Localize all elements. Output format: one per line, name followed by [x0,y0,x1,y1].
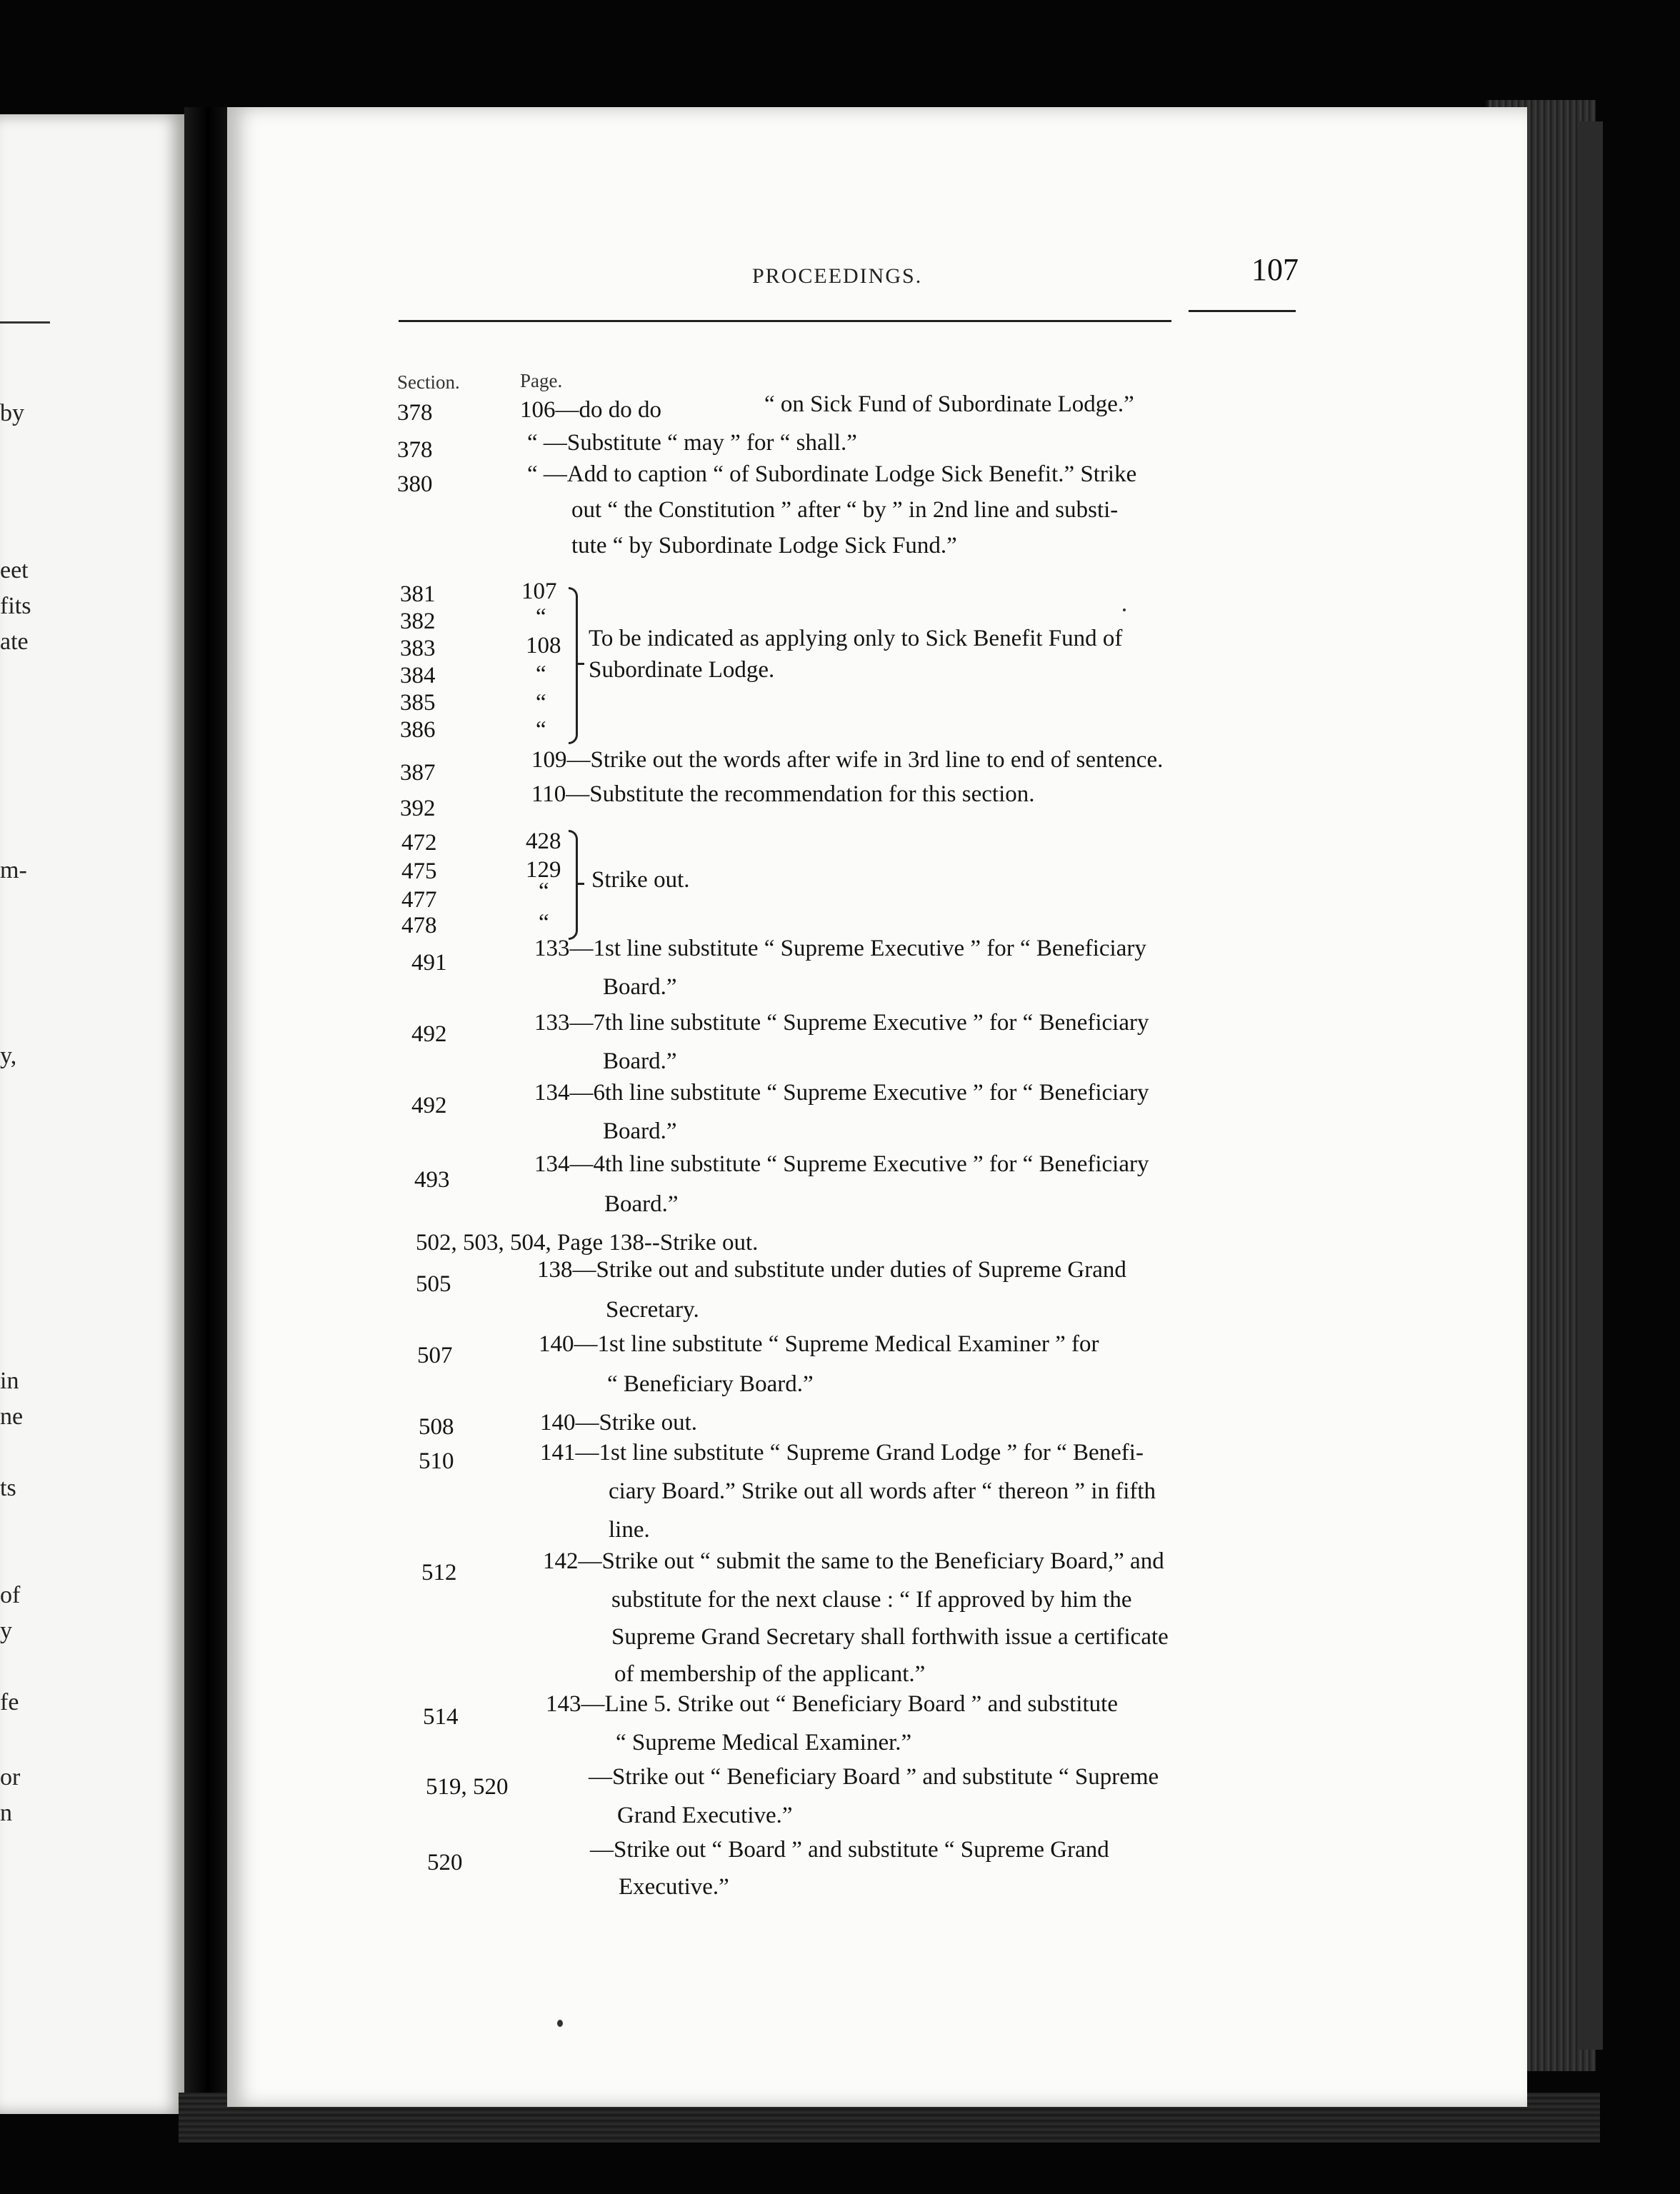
book-gutter [184,107,227,2121]
entry-text: out “ the Constitution ” after “ by ” in 2nd line and substi- [571,497,1119,523]
entry-text: Grand Executive.” [617,1803,793,1828]
entry-text: ciary Board.” Strike out all words after “ thereon ” in fifth [609,1478,1156,1504]
entry-text: Supreme Grand Secretary shall forthwith issue a certificate [611,1624,1169,1650]
left-fragment: m- [0,857,27,883]
page-reference: “ [536,604,546,630]
header-rule-right [1189,310,1296,312]
entry-text: of membership of the applicant.” [614,1661,926,1687]
ink-speck [1123,608,1126,611]
section-number: 384 [400,663,436,688]
entry-text: “ —Add to caption “ of Subordinate Lodge Sick Benefit.” Strike [527,461,1137,487]
entry-text: Board.” [603,974,677,1000]
section-number: 505 [416,1271,451,1297]
left-fragment: ate [0,628,29,655]
section-number: 477 [401,887,437,913]
entry-text: 140—1st line substitute “ Supreme Medical Examiner ” for [539,1331,1099,1357]
left-fragment: fe [0,1689,19,1715]
entry-text: Strike out. [591,867,690,893]
page-reference: 108 [526,633,561,658]
entry-text: To be indicated as applying only to Sick Benefit Fund of [589,626,1123,651]
page-reference: 428 [526,828,561,854]
section-number: 491 [411,950,447,976]
brace-tip [576,883,584,885]
section-number: 512 [421,1560,457,1586]
section-number: 378 [397,400,433,426]
running-title: PROCEEDINGS. [752,264,923,288]
section-number: 380 [397,471,433,497]
section-number: 492 [411,1021,447,1047]
page-reference: 129 [526,857,561,883]
entry-text: 134—6th line substitute “ Supreme Executive ” for “ Beneficiary [534,1080,1149,1106]
entry-text: Board.” [604,1191,679,1217]
left-page-rule [0,321,50,324]
entry-text: line. [609,1517,650,1543]
entry-text: 110—Substitute the recommendation for this section. [531,781,1035,807]
entry-text: Secretary. [606,1297,699,1323]
entry-text: 109—Strike out the words after wife in 3rd line to end of sentence. [531,747,1164,773]
section-number: 378 [397,437,433,463]
page-reference: “ [539,910,549,936]
left-fragment: by [0,400,24,426]
page-number: 107 [1251,252,1299,287]
section-number: 386 [400,717,436,743]
entry-text: 133—7th line substitute “ Supreme Executive ” for “ Beneficiary [534,1010,1149,1036]
section-number: 472 [401,830,437,856]
left-page [0,114,184,2114]
left-fragment: of [0,1582,21,1608]
page-reference: “ [536,717,546,743]
left-fragment: y, [0,1043,17,1069]
header-rule [399,320,1171,322]
entry-text: tute “ by Subordinate Lodge Sick Fund.” [571,533,957,558]
section-number: 478 [401,913,437,938]
section-number: 519, 520 [426,1774,509,1800]
entry-text: 140—Strike out. [540,1410,697,1436]
page-reference: 107 [521,578,557,604]
page-reference: 106—do do do [520,397,661,423]
entry-text: “ Beneficiary Board.” [607,1371,814,1397]
entry-text: —Strike out “ Board ” and substitute “ Supreme Grand [590,1837,1109,1863]
entry-text: 142—Strike out “ submit the same to the Beneficiary Board,” and [543,1548,1164,1574]
page-reference: “ [536,690,546,716]
section-number: 383 [400,636,436,661]
entry-text: Board.” [603,1118,677,1144]
section-number: 508 [419,1414,454,1440]
left-fragment: fits [0,593,31,619]
section-number: 514 [423,1704,459,1730]
entry-text: Board.” [603,1048,677,1074]
section-number: 382 [400,608,436,634]
entry-text: Subordinate Lodge. [589,657,775,683]
section-number: 507 [417,1343,453,1368]
entry-text: “ Supreme Medical Examiner.” [616,1730,912,1755]
entry-text: 138—Strike out and substitute under duties of Supreme Grand [537,1257,1126,1283]
entry-text: 133—1st line substitute “ Supreme Executive ” for “ Beneficiary [534,936,1146,961]
entry-text: 141—1st line substitute “ Supreme Grand Lodge ” for “ Benefi- [540,1440,1144,1466]
entry-text: Executive.” [619,1874,729,1900]
left-fragment: ne [0,1403,24,1430]
column-head-page: Page. [520,370,563,391]
entry-text: 134—4th line substitute “ Supreme Executive ” for “ Beneficiary [534,1151,1149,1177]
section-number: 381 [400,581,436,607]
section-number: 520 [427,1850,463,1875]
entry-text: 502, 503, 504, Page 138--Strike out. [416,1230,759,1256]
brace [569,587,578,744]
page-reference: “ [539,878,549,904]
column-head-section: Section. [397,371,460,393]
section-number: 492 [411,1093,447,1118]
left-fragment: n [0,1800,12,1826]
brace [569,830,578,940]
brace-tip [576,663,584,665]
entry-text: —Strike out “ Beneficiary Board ” and substitute “ Supreme [589,1764,1159,1790]
section-number: 392 [400,796,436,821]
left-fragment: ts [0,1475,16,1501]
left-fragment: eet [0,557,29,583]
page-reference: “ [536,661,546,687]
entry-text: 143—Line 5. Strike out “ Beneficiary Board ” and substitute [546,1691,1118,1717]
section-number: 493 [414,1167,450,1193]
entry-text: substitute for the next clause : “ If approved by him the [611,1587,1132,1613]
ink-speck [557,2020,563,2027]
book-cover-edge [1579,121,1603,2050]
section-number: 510 [419,1448,454,1474]
entry-text: “ —Substitute “ may ” for “ shall.” [527,430,857,456]
left-fragment: y [0,1618,12,1644]
section-number: 387 [400,760,436,786]
section-number: 385 [400,690,436,716]
entry-text: “ on Sick Fund of Subordinate Lodge.” [764,391,1134,417]
section-number: 475 [401,858,437,884]
left-fragment: in [0,1368,19,1394]
left-fragment: or [0,1764,21,1790]
